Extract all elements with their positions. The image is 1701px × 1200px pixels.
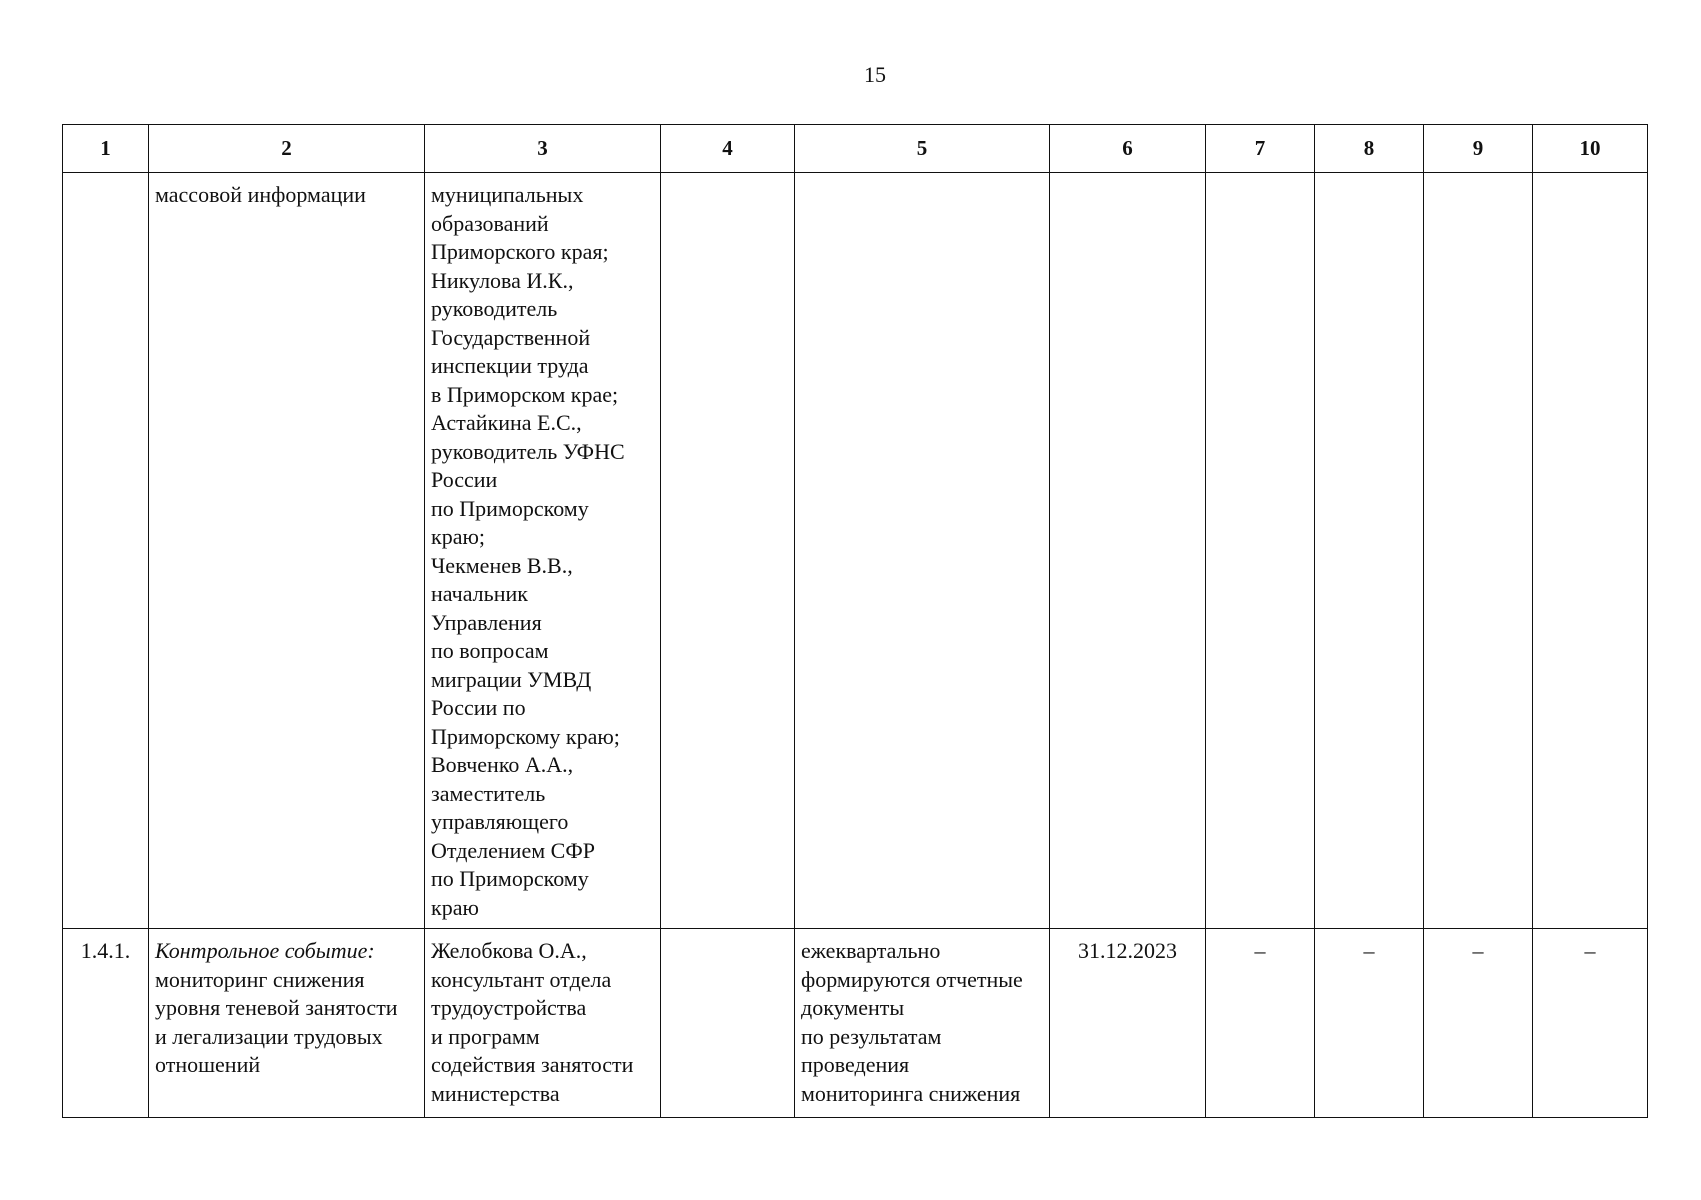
column-header-6: 6 bbox=[1050, 125, 1206, 173]
page-number: 15 bbox=[864, 62, 886, 87]
column-header-9: 9 bbox=[1424, 125, 1533, 173]
table-row bbox=[63, 929, 1648, 1118]
column-header-8: 8 bbox=[1315, 125, 1424, 173]
cell-number: 1.4.1. bbox=[63, 929, 149, 1118]
cell-col9: – bbox=[1424, 929, 1533, 1118]
cell-col8: – bbox=[1315, 929, 1424, 1118]
cell-col8 bbox=[1315, 173, 1424, 929]
column-header-3: 3 bbox=[425, 125, 661, 173]
column-header-7: 7 bbox=[1206, 125, 1315, 173]
control-event-label: Контрольное событие: bbox=[155, 938, 375, 963]
cell-result: ежеквартально формируются отчетные документы по результатам проведения мониторинга снижения bbox=[795, 929, 1050, 1118]
cell-col10 bbox=[1533, 173, 1648, 929]
column-header-2: 2 bbox=[149, 125, 425, 173]
cell-event bbox=[149, 929, 425, 1118]
cell-col7: – bbox=[1206, 929, 1315, 1118]
control-event-text: мониторинг снижения уровня теневой занятости и легализации трудовых отношений bbox=[155, 966, 398, 1077]
cell-col10: – bbox=[1533, 929, 1648, 1118]
table-row bbox=[63, 173, 1648, 929]
cell-event: массовой информации bbox=[149, 173, 425, 929]
column-header-4: 4 bbox=[661, 125, 795, 173]
cell-col7 bbox=[1206, 173, 1315, 929]
cell-col9 bbox=[1424, 173, 1533, 929]
cell-col4 bbox=[661, 929, 795, 1118]
cell-responsible: Желобкова О.А., консультант отдела трудоустройства и программ содействия занятости министерства bbox=[425, 929, 661, 1118]
cell-number bbox=[63, 173, 149, 929]
column-header-5: 5 bbox=[795, 125, 1050, 173]
cell-date: 31.12.2023 bbox=[1050, 929, 1206, 1118]
cell-col4 bbox=[661, 173, 795, 929]
plan-table bbox=[62, 124, 1648, 1118]
column-header-10: 10 bbox=[1533, 125, 1648, 173]
header-row bbox=[63, 125, 1648, 173]
cell-responsible: муниципальных образований Приморского края; Никулова И.К., руководитель Государственной инспекции труда в Приморском крае; Астайкина Е.С., руководитель УФНС России по Приморскому краю; Чекменев В.В., начальник Управления по вопросам миграции УМВД России по Приморскому краю; Вовченко А.А., заместитель управляющего Отделением СФР по Приморскому краю bbox=[425, 173, 661, 929]
column-header-1: 1 bbox=[63, 125, 149, 173]
cell-date bbox=[1050, 173, 1206, 929]
cell-result bbox=[795, 173, 1050, 929]
